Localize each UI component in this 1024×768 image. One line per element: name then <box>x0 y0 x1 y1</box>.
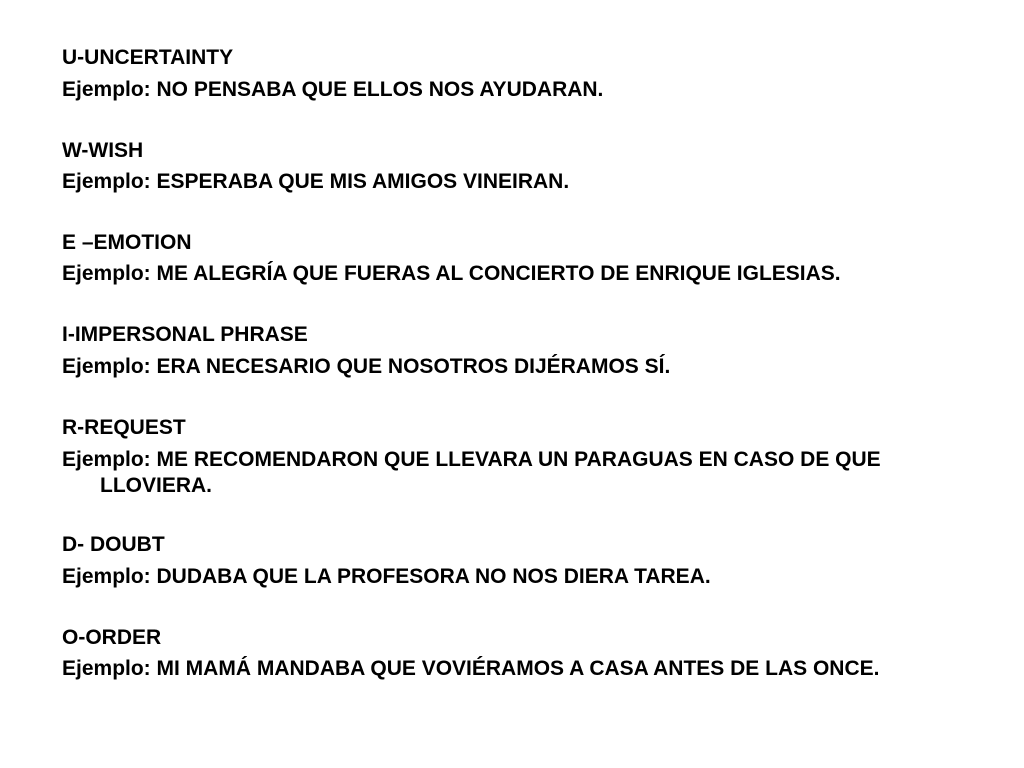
section-heading-order: O-ORDER <box>62 626 162 649</box>
section-example-impersonal-phrase: Ejemplo: ERA NECESARIO QUE NOSOTROS DIJÉRAMOS SÍ. <box>62 355 671 378</box>
section-heading-wish: W-WISH <box>62 139 144 162</box>
section-heading-doubt: D- DOUBT <box>62 533 165 556</box>
section-example-wish: Ejemplo: ESPERABA QUE MIS AMIGOS VINEIRAN. <box>62 170 570 193</box>
section-heading-request: R-REQUEST <box>62 416 186 439</box>
section-example-emotion: Ejemplo: ME ALEGRÍA QUE FUERAS AL CONCIERTO DE ENRIQUE IGLESIAS. <box>62 262 841 285</box>
section-example-request: Ejemplo: ME RECOMENDARON QUE LLEVARA UN PARAGUAS EN CASO DE QUE LLOVIERA. <box>62 448 881 497</box>
section-heading-uncertainty: U-UNCERTAINTY <box>62 46 234 69</box>
section-heading-emotion: E –EMOTION <box>62 231 192 254</box>
section-heading-impersonal-phrase: I-IMPERSONAL PHRASE <box>62 323 308 346</box>
section-example-doubt: Ejemplo: DUDABA QUE LA PROFESORA NO NOS DIERA TAREA. <box>62 565 711 588</box>
section-example-order: Ejemplo: MI MAMÁ MANDABA QUE VOVIÉRAMOS A CASA ANTES DE LAS ONCE. <box>62 657 880 680</box>
section-example-uncertainty: Ejemplo: NO PENSABA QUE ELLOS NOS AYUDARAN. <box>62 78 604 101</box>
